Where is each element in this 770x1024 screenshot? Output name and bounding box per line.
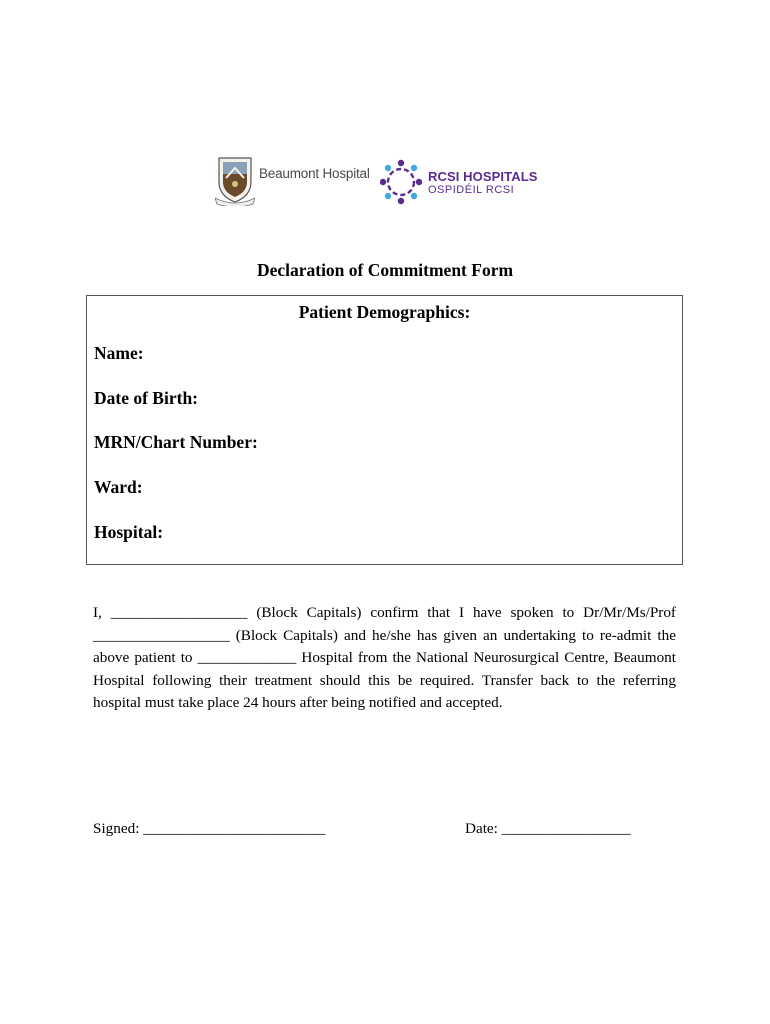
signature-line: Signed: ________________________: [93, 820, 326, 837]
beaumont-hospital-logo: [215, 150, 385, 206]
form-title: Declaration of Commitment Form: [256, 260, 514, 280]
patient-demographics-box: [86, 295, 683, 565]
ward-field-label: Ward:: [94, 477, 143, 497]
hospital-field-label: Hospital:: [94, 522, 164, 542]
rcsi-hospitals-logo: [380, 158, 560, 206]
name-field-label: Name:: [94, 343, 144, 363]
declaration-paragraph: I, __________________ (Block Capitals) confirm that I have spoken to Dr/Mr/Ms/Prof __________________ (Block Capitals) and he/she has given an undertaking to re-admit the above patient to _____________ Hospital from the National Neurosurgical Centre, Beaumont Hospital following their treatment should this be required. Transfer back to the referring hospital must take place 24 hours after being notified and accepted.: [93, 604, 676, 711]
date-of-birth-field-label: Date of Birth:: [94, 388, 199, 408]
rcsi-logo-irish-name: OSPIDÉIL RCSI: [428, 184, 515, 196]
beaumont-crest-icon: [215, 152, 255, 206]
demographics-heading: Patient Demographics:: [298, 302, 471, 322]
rcsi-logo-name: RCSI HOSPITALS: [428, 169, 538, 184]
header-logos: [215, 150, 560, 210]
beaumont-logo-text: Beaumont Hospital: [259, 166, 370, 181]
rcsi-network-icon: [380, 158, 422, 206]
mrn-chart-number-field-label: MRN/Chart Number:: [94, 432, 258, 452]
date-line: Date: _________________: [465, 820, 631, 837]
